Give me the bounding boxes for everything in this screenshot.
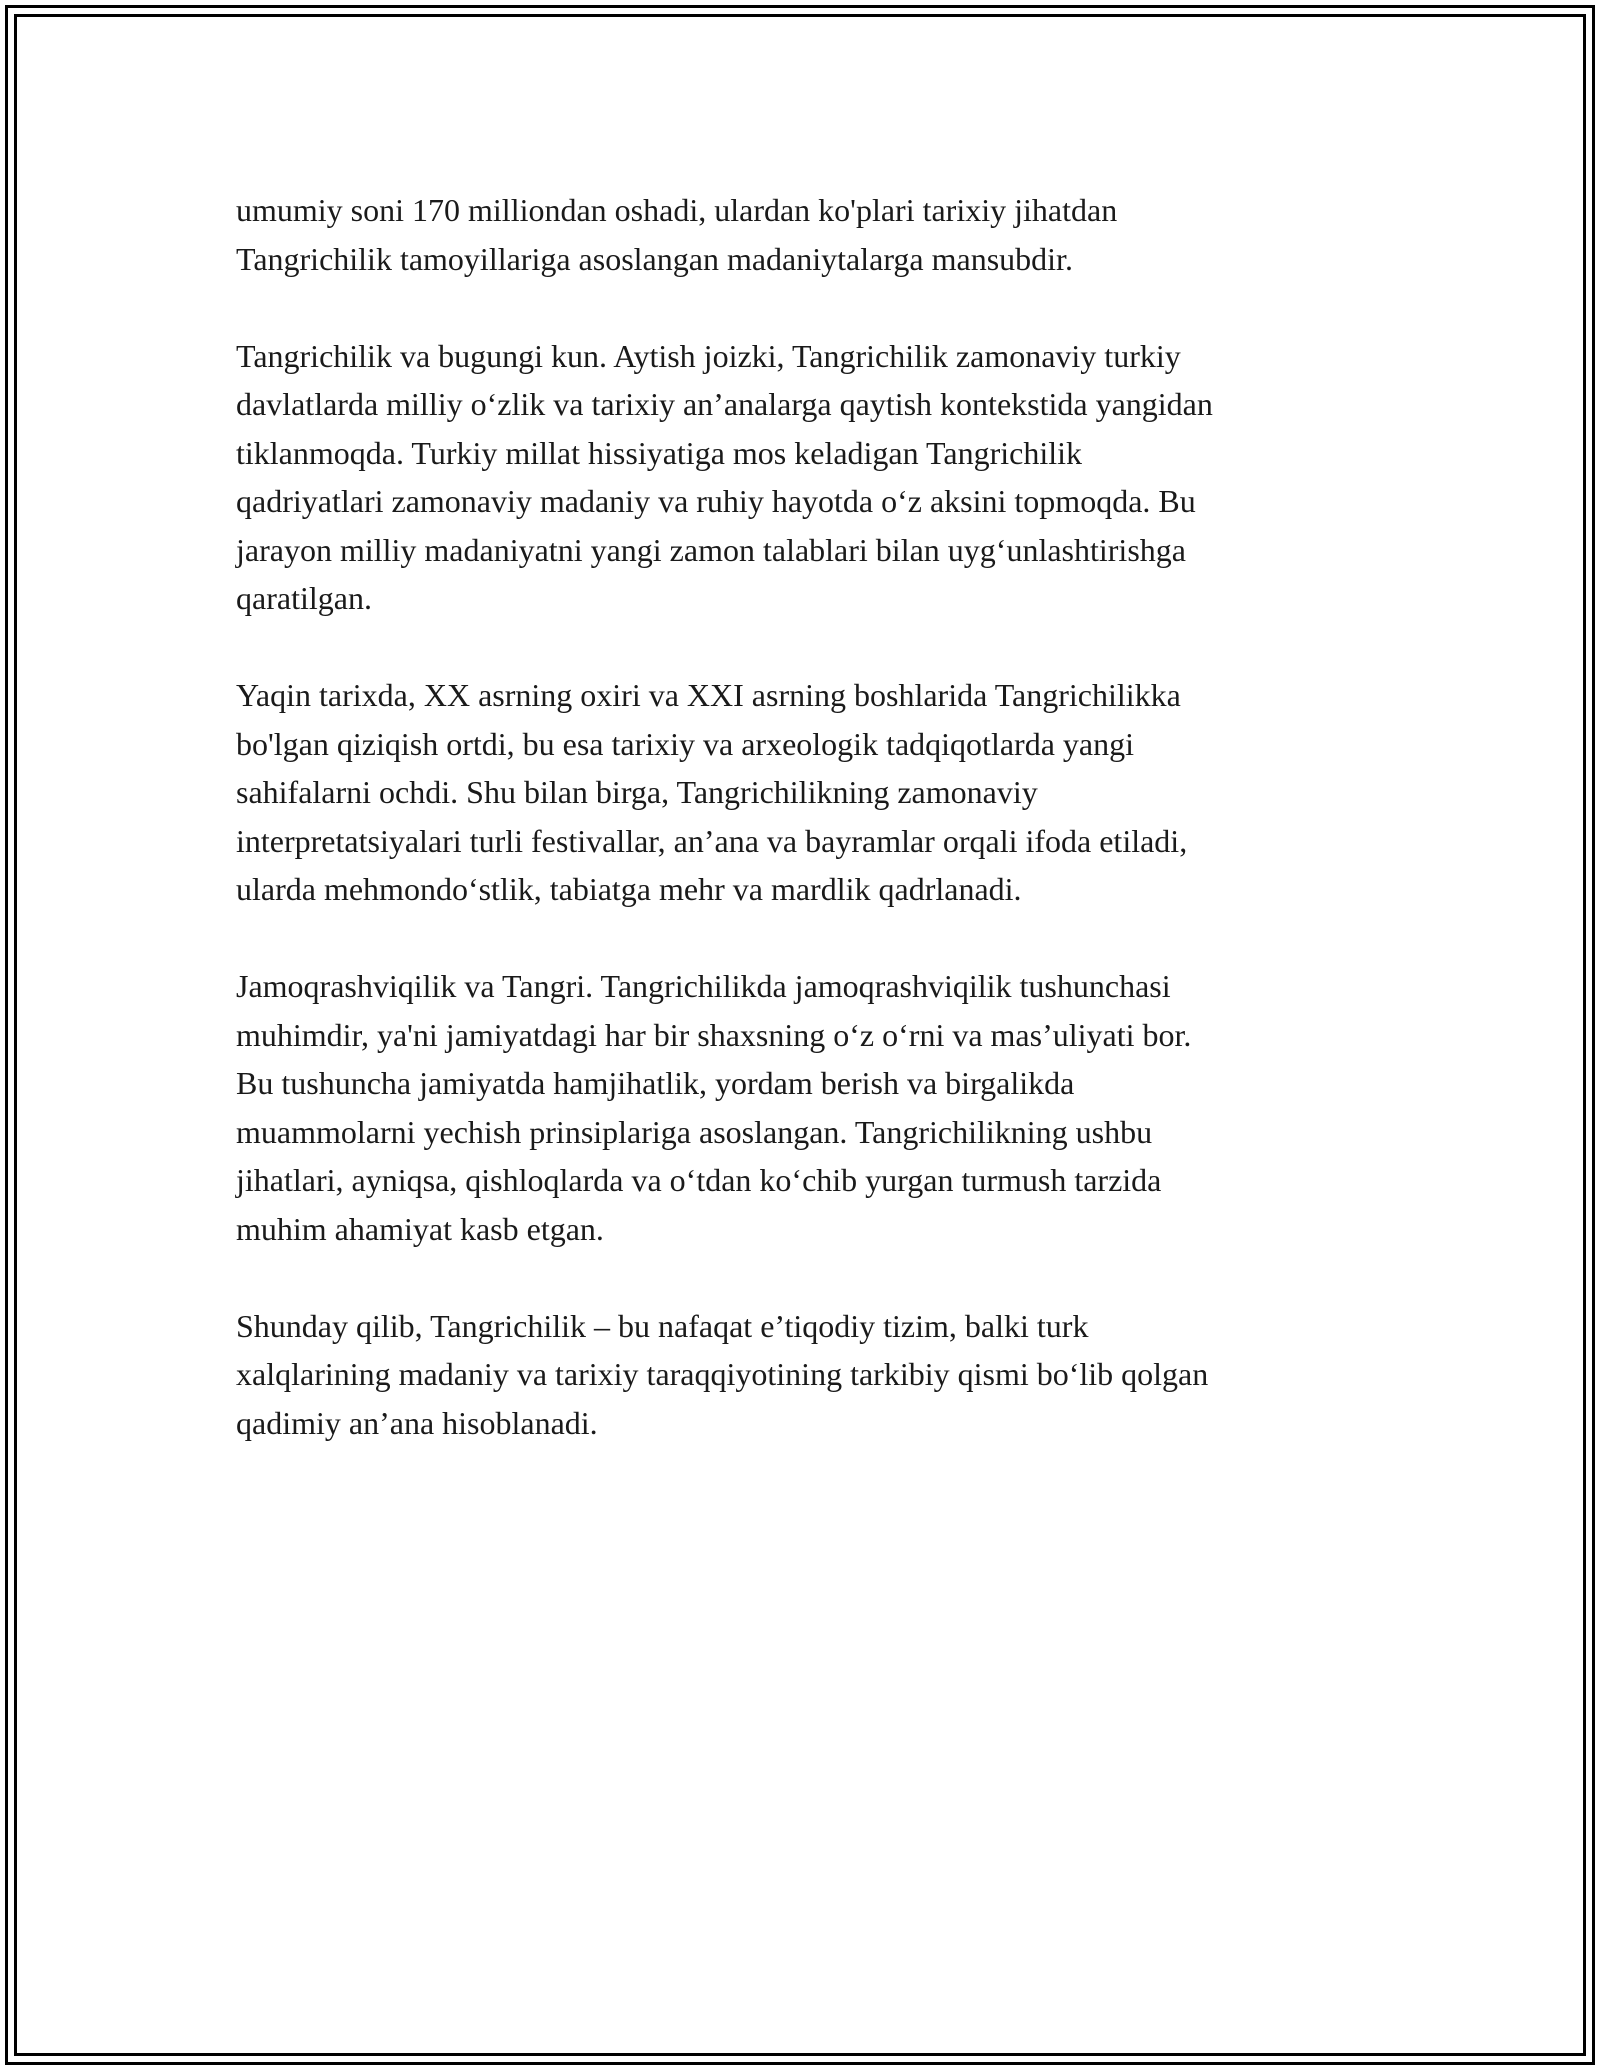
paragraph-community: Jamoqrashviqilik va Tangri. Tangrichilikda jamoqrashviqilik tushunchasi muhimdir, ya'ni jamiyatdagi har bir shaxsning o‘z o‘rni va mas’uliyati bor. Bu tushuncha jamiyatda hamjihatlik, yordam berish va birgalikda muammolarni yechish prinsiplariga asoslangan. Tangrichilikning ushbu jihatlari, ayniqsa, qishloqlarda va o‘tdan ko‘chib yurgan turmush tarzida muhim ahamiyat kasb etgan. [236,968,1192,1247]
paragraph-tangrichilik-today: Tangrichilik va bugungi kun. Aytish joizki, Tangrichilik zamonaviy turkiy davlatlarda milliy o‘zlik va tarixiy an’analarga qaytish kontekstida yangidan tiklanmoqda. Turkiy millat hissiyatiga mos keladigan Tangrichilik qadriyatlari zamonaviy madaniy va ruhiy hayotda o‘z aksini topmoqda. Bu jarayon milliy madaniyatni yangi zamon talablari bilan uyg‘unlashtirishga qaratilgan. [236,337,1213,616]
document-body [236,186,1396,1496]
paragraph-recent-history: Yaqin tarixda, XX asrning oxiri va XXI asrning boshlarida Tangrichilikka bo'lgan qiziqish ortdi, bu esa tarixiy va arxeologik tadqiqotlarda yangi sahifalarni ochdi. Shu bilan birga, Tangrichilikning zamonaviy interpretatsiyalari turli festivallar, an’ana va bayramlar orqali ifoda etiladi, ularda mehmondo‘stlik, tabiatga mehr va mardlik qadrlanadi. [236,677,1188,907]
paragraph-population: umumiy soni 170 milliondan oshadi, ulardan ko'plari tarixiy jihatdan Tangrichilik tamoyillariga asoslangan madaniytalarga mansubdir. [236,192,1118,277]
paragraph-conclusion: Shunday qilib, Tangrichilik – bu nafaqat e’tiqodiy tizim, balki turk xalqlarining madaniy va tarixiy taraqqiyotining tarkibiy qismi bo‘lib qolgan qadimiy an’ana hisoblanadi. [236,1307,1209,1441]
